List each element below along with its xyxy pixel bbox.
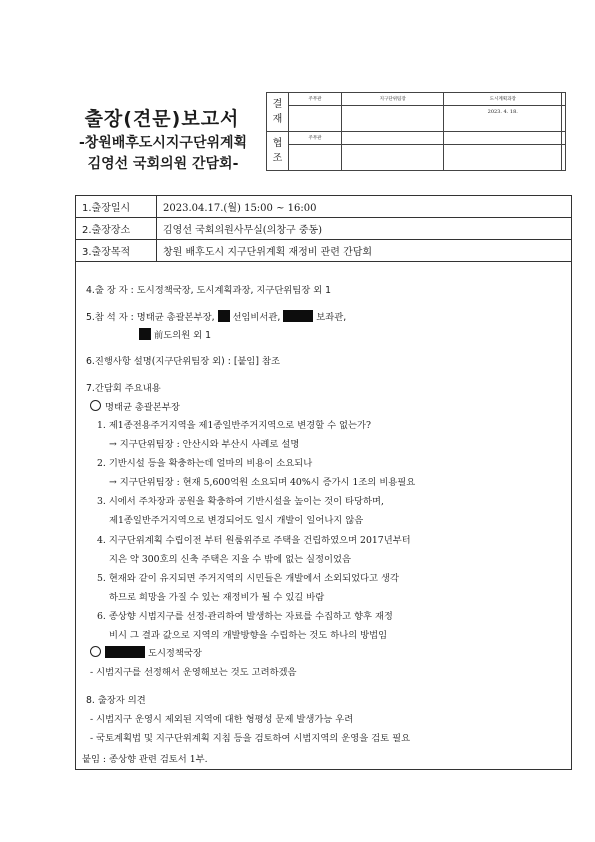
report-subtitle-line1: -창원배후도시지구단위계획 [78, 135, 248, 151]
item-2-answer: → 지구단위팀장 : 현재 5,600억원 소요되며 40%시 증가시 1조의 비용필요 [109, 477, 416, 488]
report-title: 출장(견문)보고서 [84, 108, 240, 130]
participants-line-2 [139, 327, 211, 341]
approval-header-team-lead: 지구단위팀장 [342, 93, 444, 106]
cooperation-header-empty-3 [562, 132, 566, 145]
item-3-cont: 제1종일반주거지역으로 변경되어도 일시 개발이 일어나지 않음 [109, 515, 364, 526]
participants-label: 5.참 석 자 : 명태균 총괄본부장, [86, 312, 215, 323]
attachment-note: 붙임 : 종상향 관련 검토서 1부. [82, 754, 208, 765]
redacted-name [105, 646, 145, 658]
circle-bullet-icon [90, 646, 101, 657]
travelers-line: 4.출 장 자 : 도시정책국장, 도시계획과장, 지구단위팀장 외 1 [86, 285, 332, 296]
item-6: 6. 종상향 시범지구를 선정·관리하여 발생하는 자료를 수집하고 향후 재정 [97, 611, 393, 622]
approval-signature-staff [289, 106, 342, 132]
approval-label: 결 재 [267, 93, 289, 132]
opinion-heading: 8. 출장자 의견 [86, 695, 146, 706]
trip-place-value: 김영선 국회의원사무실(의창구 중동) [157, 218, 572, 240]
cooperation-cell-1 [289, 145, 342, 171]
cooperation-header-staff: 주무관 [289, 132, 342, 145]
item-1: 1. 제1종전용주거지역을 제1종일반주거지역으로 변경할 수 없는가? [97, 420, 371, 431]
item-6-cont: 비시 그 결과 값으로 지역의 개발방향을 수립하는 것도 하나의 방법임 [109, 630, 388, 641]
cooperation-header-empty-2 [444, 132, 562, 145]
approval-date: 2023. 4. 18. [444, 106, 562, 132]
participants-secretary: 선임비서관, [232, 312, 281, 323]
main-content-heading: 7.간담회 주요내용 [86, 383, 161, 394]
approval-header-director: 도시계획과장 [444, 93, 562, 106]
redacted-name [139, 328, 151, 340]
trip-purpose-label: 3.출장목적 [76, 240, 157, 262]
approval-signature-empty [562, 106, 566, 132]
progress-explanation-line: 6.진행사항 설명(지구단위팀장 외) : [붙임] 참조 [86, 356, 280, 367]
opinion-1: - 시범지구 운영시 제외된 지역에 대한 형평성 문제 발생가능 우려 [90, 714, 354, 725]
participants-former-councilor: 前도의원 외 1 [153, 330, 212, 341]
item-4-cont: 지은 약 300호의 신축 주택은 지을 수 밖에 없는 실정이었음 [109, 554, 351, 565]
item-5: 5. 현재와 같이 유지되면 주거지역의 시민들은 개발에서 소외되었다고 생각 [97, 573, 399, 584]
trip-info-table [75, 195, 572, 262]
speaker-2-title: 도시정책국장 [147, 648, 202, 659]
item-4: 4. 지구단위계획 수립이전 부터 원룸위주로 주택을 건립하였으며 2017년부터 [97, 535, 411, 546]
item-2: 2. 기반시설 등을 확충하는데 얼마의 비용이 소요되나 [97, 458, 313, 469]
item-3: 3. 시에서 주차장과 공원을 확충하여 기반시설을 높이는 것이 타당하며, [97, 496, 384, 507]
approval-table [266, 92, 566, 171]
approval-header-empty [562, 93, 566, 106]
cooperation-label: 협 조 [267, 132, 289, 171]
approval-header-staff: 주무관 [289, 93, 342, 106]
redacted-name [283, 310, 313, 322]
trip-date-value: 2023.04.17.(월) 15:00 ~ 16:00 [157, 196, 572, 218]
circle-bullet-icon [90, 400, 101, 411]
redacted-name [218, 310, 230, 322]
opinion-2: - 국토계획법 및 지구단위계획 지침 등을 검토하여 시범지역의 운영을 검토 필요 [90, 733, 411, 744]
trip-place-label: 2.출장장소 [76, 218, 157, 240]
trip-purpose-value: 창원 배후도시 지구단위계획 재정비 관련 간담회 [157, 240, 572, 262]
speaker-1-name: 명태균 총괄본부장 [105, 402, 180, 413]
participants-aide: 보좌관, [316, 312, 347, 323]
trip-date-label: 1.출장일시 [76, 196, 157, 218]
participants-line [86, 309, 346, 323]
cooperation-cell-4 [562, 145, 566, 171]
speaker-2-item: - 시범지구를 선정해서 운영해보는 것도 고려하겠음 [90, 667, 297, 678]
item-1-answer: → 지구단위팀장 : 안산시와 부산시 사례로 설명 [109, 439, 300, 450]
report-subtitle-line2: 김영선 국회의원 간담회- [87, 156, 239, 172]
cooperation-header-empty-1 [342, 132, 444, 145]
cooperation-cell-2 [342, 145, 444, 171]
item-5-cont: 하므로 희망을 가질 수 있는 재정비가 될 수 있길 바람 [109, 592, 325, 603]
cooperation-cell-3 [444, 145, 562, 171]
approval-signature-team-lead [342, 106, 444, 132]
speaker-1-line [90, 399, 180, 413]
speaker-2-line [90, 645, 202, 659]
